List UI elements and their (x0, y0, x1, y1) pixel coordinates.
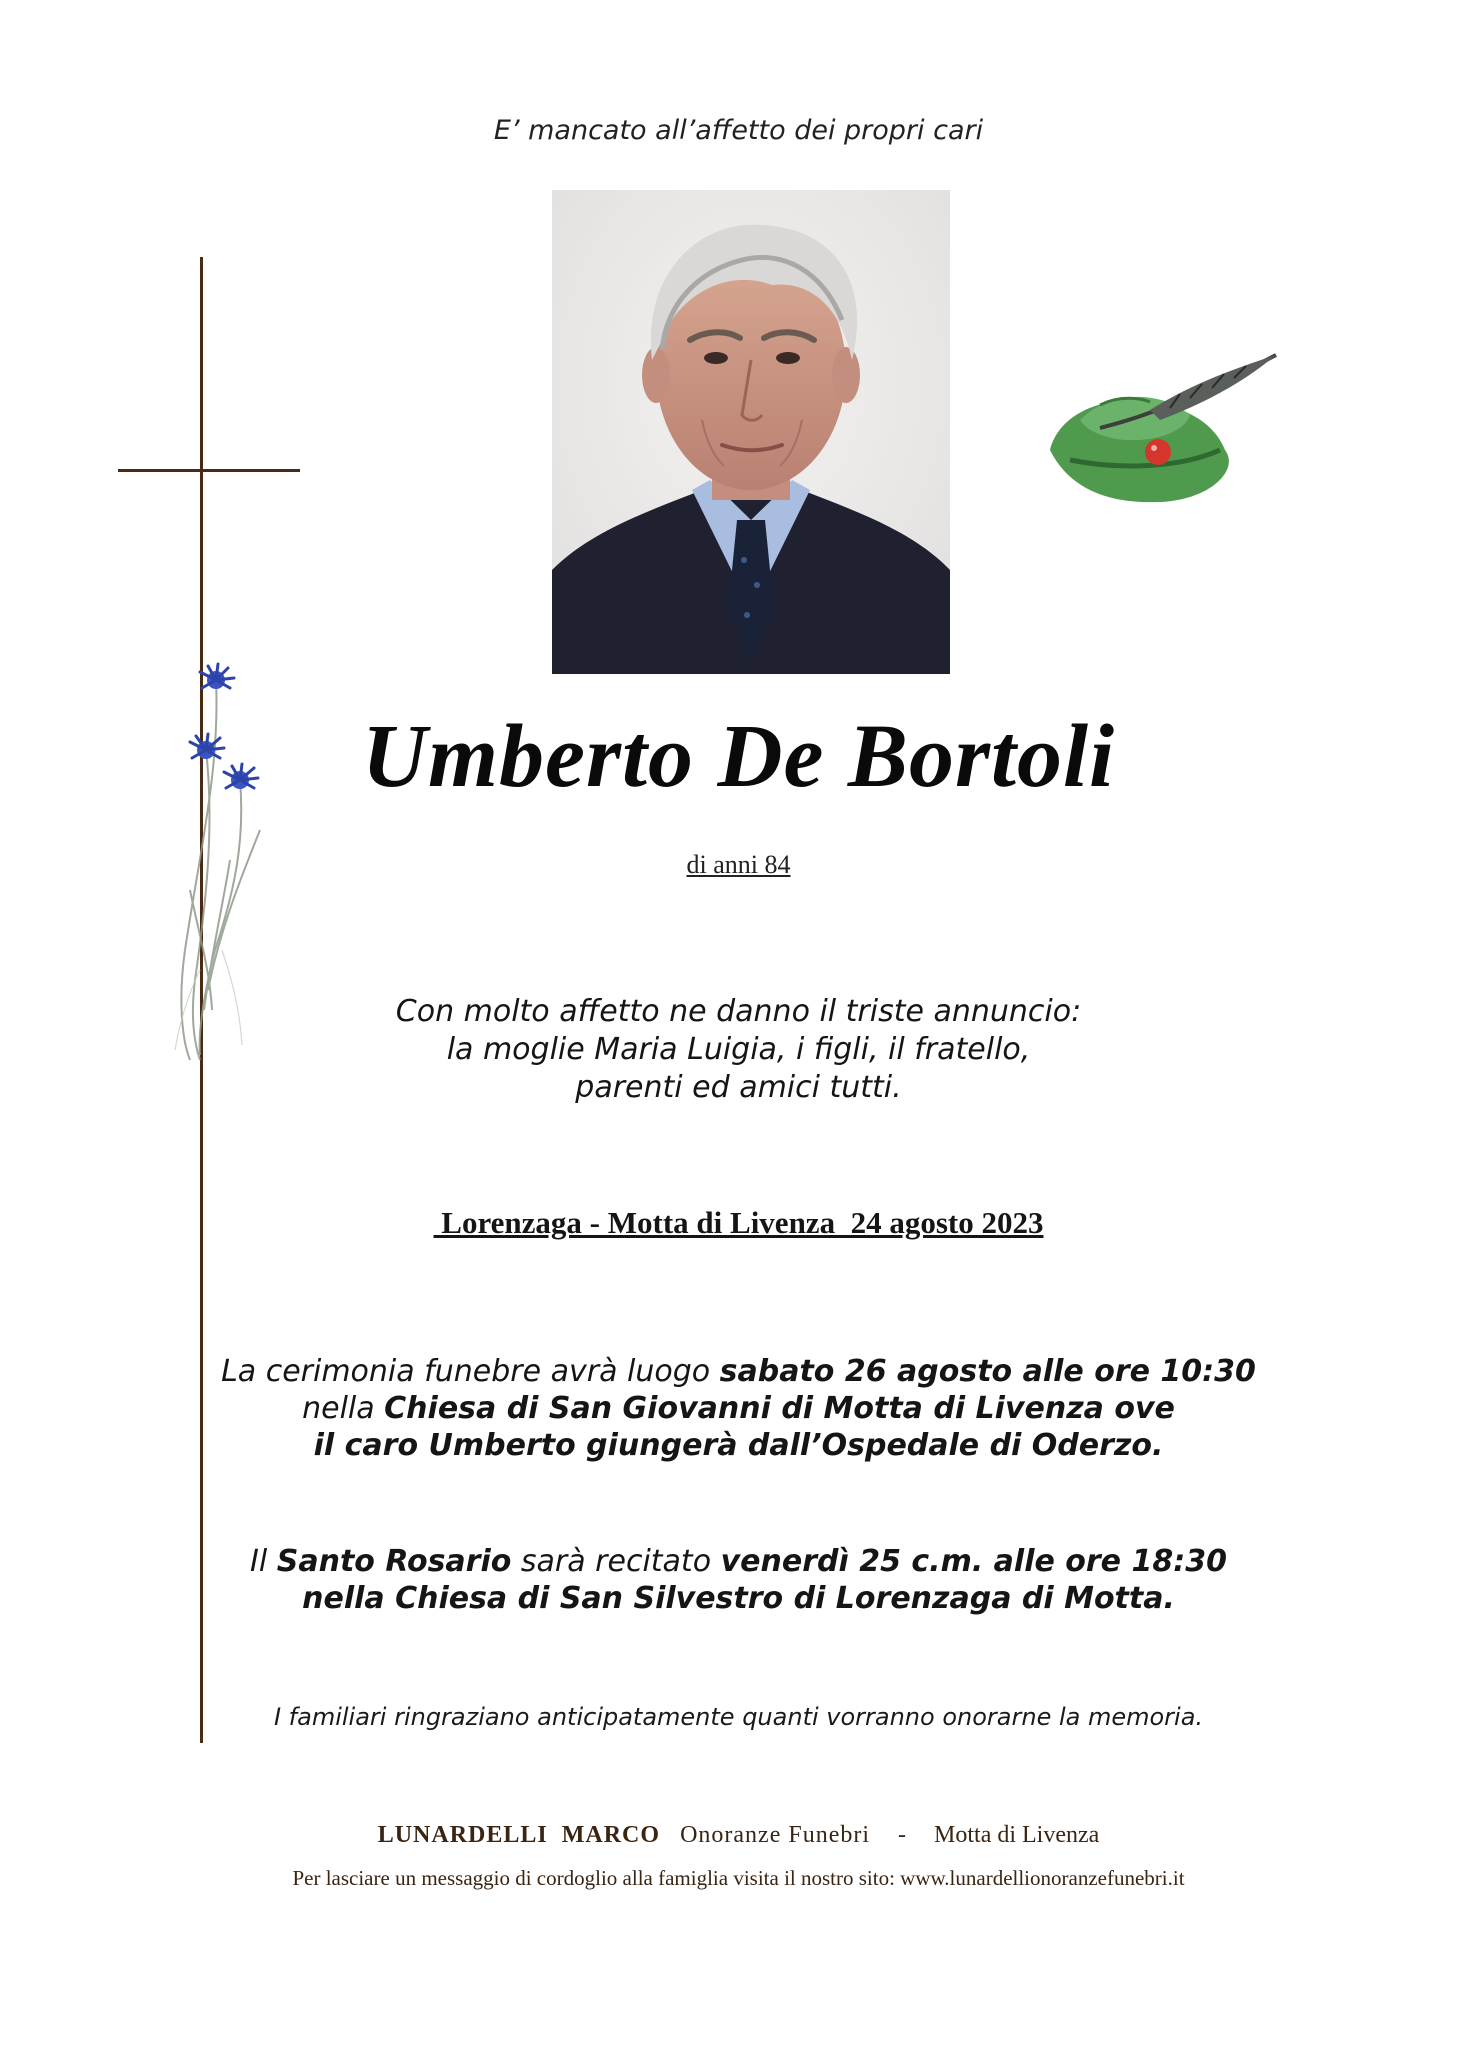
thanks-text: I familiari ringraziano anticipatamente quanti vorranno onorarne la memoria. (273, 1703, 1204, 1731)
portrait-photo (552, 190, 950, 674)
funeral-home-service: Onoranze Funebri (680, 1822, 871, 1848)
rosary-block (0, 1543, 1477, 1617)
age-text: di anni 84 (686, 850, 791, 879)
rosary-text: Il (250, 1544, 277, 1579)
ceremony-text: La cerimonia funebre avrà luogo (221, 1354, 720, 1389)
rosary-church: nella Chiesa di San Silvestro di Lorenzaga di Motta. (302, 1581, 1175, 1616)
rosary-title: Santo Rosario (276, 1544, 512, 1579)
condolence-message: Per lasciare un messaggio di cordoglio alla famiglia visita il nostro sito: www.lunardellionoranzefunebri.it (292, 1866, 1185, 1890)
announcement-line: Con molto affetto ne danno il triste annuncio: (395, 994, 1082, 1029)
rosary-line (0, 1543, 1477, 1580)
place-date: Lorenzaga - Motta di Livenza 24 agosto 2023 (433, 1205, 1044, 1240)
ceremony-line (0, 1353, 1477, 1390)
ceremony-datetime: sabato 26 agosto alle ore 10:30 (719, 1354, 1256, 1389)
ceremony-line (0, 1390, 1477, 1427)
rosary-line (0, 1580, 1477, 1617)
deceased-name: Umberto De Bortoli (362, 707, 1115, 806)
alpine-hat-icon (1040, 350, 1290, 520)
ceremony-line (0, 1427, 1477, 1464)
announcement-line: parenti ed amici tutti. (575, 1070, 902, 1105)
funeral-home-name: LUNARDELLI MARCO (377, 1822, 661, 1848)
cross-horizontal-bar (118, 469, 300, 472)
ceremony-text: nella (302, 1391, 385, 1426)
ceremony-block (0, 1353, 1477, 1464)
announcement-block (0, 993, 1477, 1107)
funeral-home-line (0, 1822, 1477, 1849)
ceremony-church: Chiesa di San Giovanni di Motta di Livenza ove (384, 1391, 1175, 1426)
rosary-datetime: venerdì 25 c.m. alle ore 18:30 (720, 1544, 1227, 1579)
funeral-home-town: Motta di Livenza (934, 1822, 1100, 1848)
footer-separator: - (898, 1822, 907, 1848)
rosary-text: sarà recitato (511, 1544, 721, 1579)
announcement-line: la moglie Maria Luigia, i figli, il fratello, (446, 1032, 1031, 1067)
ceremony-arrival: il caro Umberto giungerà dall’Ospedale di Oderzo. (313, 1428, 1164, 1463)
intro-text: E’ mancato all’affetto dei propri cari (493, 115, 984, 146)
